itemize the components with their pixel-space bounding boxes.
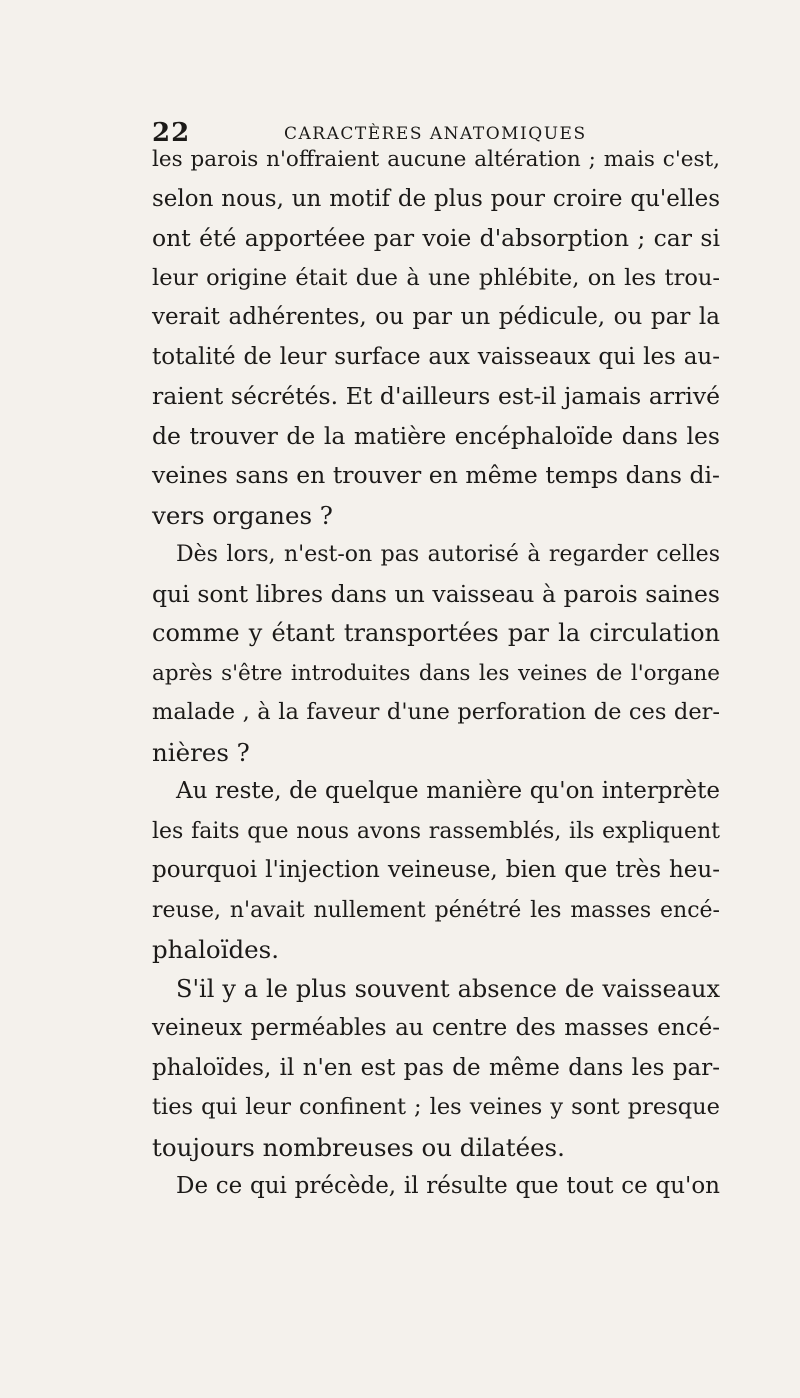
- text-line: veines sans en trouver en même temps dans di-: [152, 461, 720, 489]
- text-line: phaloïdes.: [152, 935, 280, 964]
- text-line: qui sont libres dans un vaisseau à parois saines: [152, 579, 720, 608]
- text-line: reuse, n'avait nullement pénétré les masses encé-: [152, 897, 720, 923]
- text-line: malade , à la faveur d'une perforation de ces der-: [152, 699, 720, 725]
- text-line: verait adhérentes, ou par un pédicule, ou par la: [152, 304, 720, 330]
- text-line: De ce qui précède, il résulte que tout ce qu'on: [176, 1173, 720, 1199]
- text-line: leur origine était due à une phlébite, on les trou-: [152, 264, 720, 291]
- text-line: raient sécrétés. Et d'ailleurs est-il jamais arrivé: [152, 382, 720, 410]
- text-line: nières ?: [152, 737, 250, 767]
- text-line: comme y étant transportées par la circulation: [152, 619, 720, 647]
- text-line: selon nous, un motif de plus pour croire qu'elles: [152, 185, 720, 212]
- text-line: S'il y a le plus souvent absence de vaisseaux: [176, 974, 720, 1003]
- text-line: toujours nombreuses ou dilatées.: [152, 1132, 565, 1162]
- text-line: ont été apportéee par voie d'absorption ; car si: [152, 224, 720, 252]
- text-line: les parois n'offraient aucune altération ; mais c'est,: [152, 147, 720, 172]
- page-number: 22: [152, 118, 191, 148]
- text-line: vers organes ?: [152, 500, 333, 530]
- text-line: pourquoi l'injection veineuse, bien que très heu-: [152, 857, 720, 883]
- running-head: CARACTÈRES ANATOMIQUES: [284, 124, 587, 144]
- text-line: ties qui leur confinent ; les veines y sont presque: [152, 1094, 720, 1120]
- text-line: après s'être introduites dans les veines de l'organe: [152, 660, 720, 686]
- body-text: [152, 140, 720, 1207]
- text-line: de trouver de la matière encéphaloïde dans les: [152, 421, 720, 450]
- text-line: phaloïdes, il n'en est pas de même dans les par-: [152, 1054, 720, 1081]
- text-line: les faits que nous avons rassemblés, ils expliquent: [152, 818, 720, 844]
- text-line: Dès lors, n'est-on pas autorisé à regarder celles: [176, 542, 720, 567]
- text-line: totalité de leur surface aux vaisseaux qui les au-: [152, 343, 720, 370]
- text-line: Au reste, de quelque manière qu'on interprète: [176, 778, 720, 804]
- text-line: veineux perméables au centre des masses encé-: [152, 1015, 720, 1041]
